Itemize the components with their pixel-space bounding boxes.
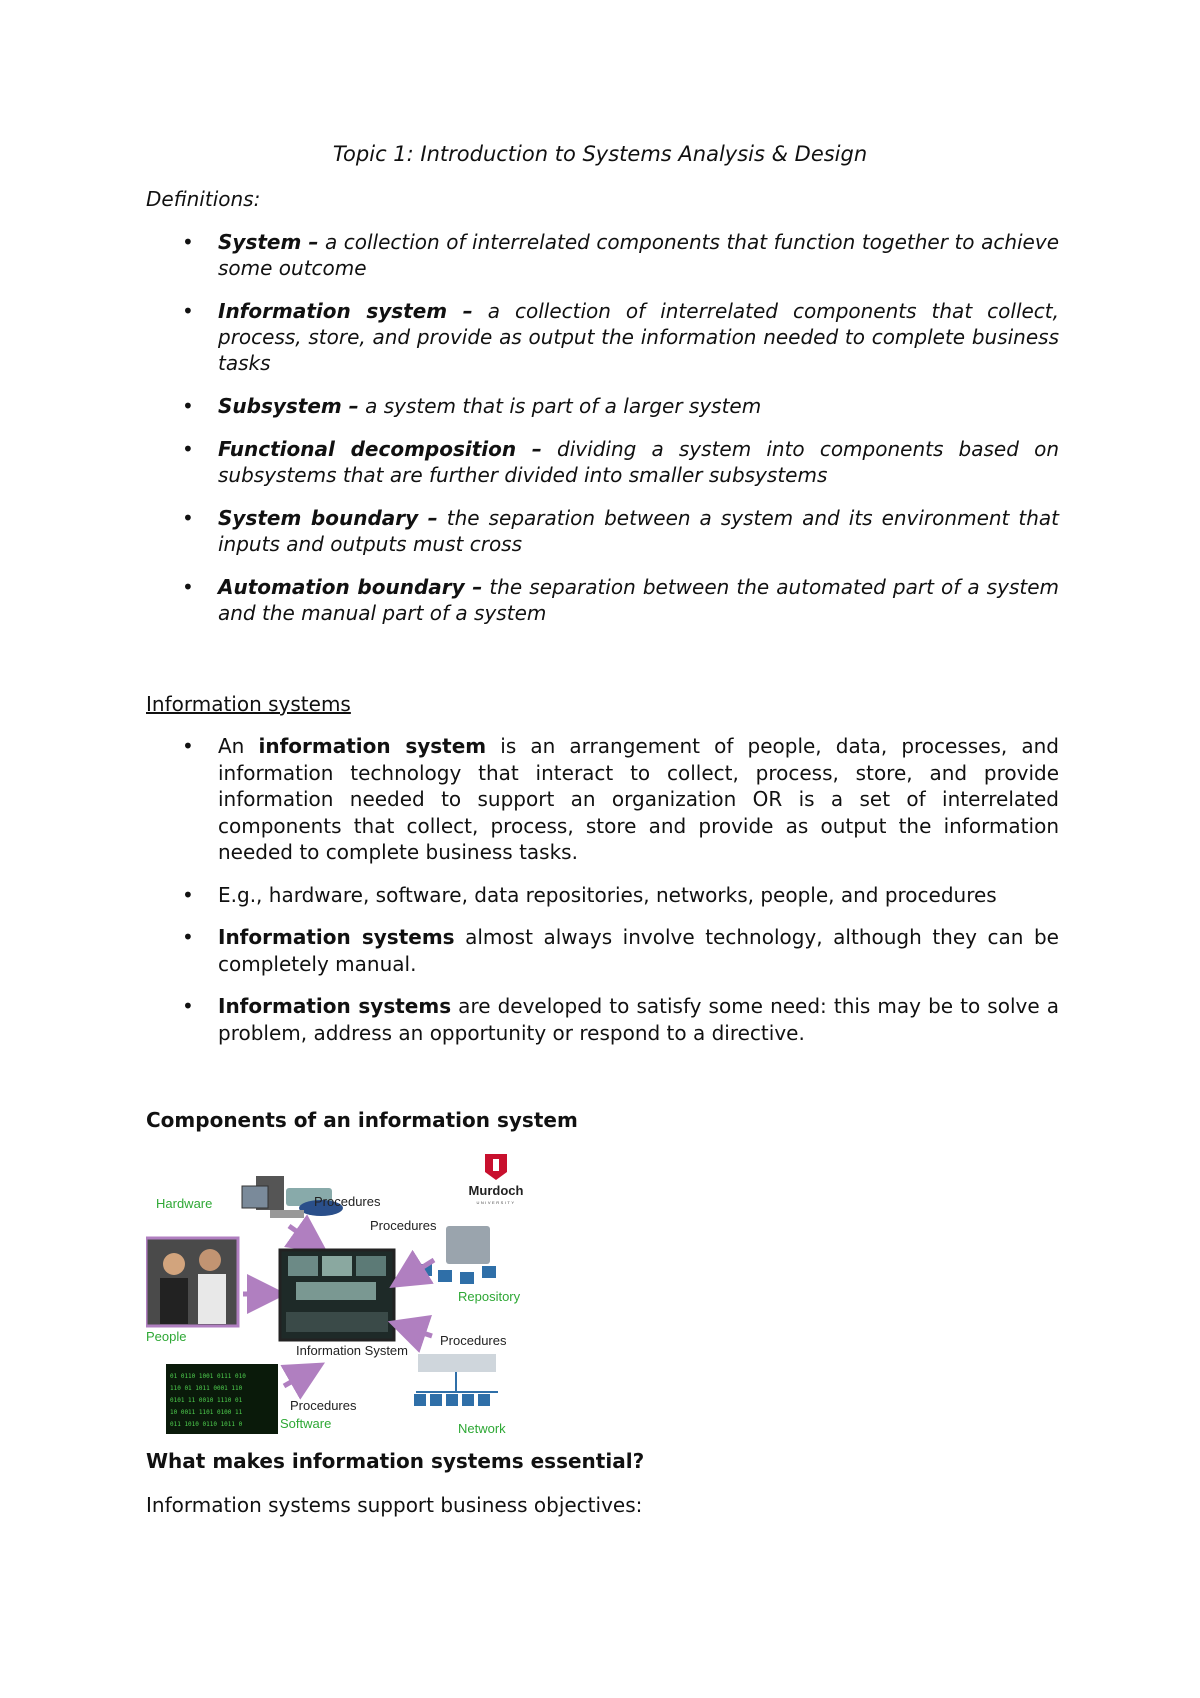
console-icon [286, 1312, 388, 1332]
software-arrow [284, 1370, 312, 1386]
person-icon [199, 1249, 221, 1271]
software-label: Software [280, 1416, 332, 1431]
list-item [146, 882, 1059, 909]
network-node-icon [478, 1394, 490, 1406]
essential-text: Information systems support business objectives: [146, 1493, 643, 1517]
network-node-icon [414, 1394, 426, 1406]
item-text: almost always involve technology, although they can be completely manual. [218, 925, 1059, 976]
screen-icon [296, 1282, 376, 1300]
item-bold: information system [258, 734, 487, 758]
item-bold: Information systems [218, 994, 452, 1018]
definition-term: Automation boundary – [218, 575, 483, 599]
workstation-icon [460, 1272, 474, 1284]
item-bold: Information systems [218, 925, 455, 949]
list-item [146, 505, 1059, 557]
list-item [146, 229, 1059, 281]
list-item [146, 993, 1059, 1046]
code-icon: 011 1010 0110 1011 0 [170, 1421, 243, 1428]
item-text: is an arrangement of people, data, processes, and information technology that interact to collect, process, store, and provide information needed to support an organization OR is a set of interrelated components that collect, process, store and provide as output the information needed to complete business tasks. [218, 734, 1059, 864]
definition-term: System boundary – [218, 506, 438, 530]
person-body-icon [198, 1274, 226, 1324]
definition-term: Information system – [218, 299, 473, 323]
person-icon [163, 1253, 185, 1275]
list-item [146, 924, 1059, 977]
definition-term: System – [218, 230, 319, 254]
item-text: are developed to satisfy some need: this may be to solve a problem, address an opportunity or respond to a directive. [218, 994, 1059, 1045]
definitions-list [146, 229, 1059, 643]
essential-heading: What makes information systems essential? [146, 1449, 645, 1473]
code-icon: 0101 11 0010 1110 01 [170, 1397, 243, 1404]
definition-text: a system that is part of a larger system [358, 394, 762, 418]
procedures-label-network: Procedures [440, 1333, 507, 1348]
repository-label: Repository [458, 1289, 521, 1304]
definition-text: the separation between a system and its environment that inputs and outputs must cross [218, 506, 1060, 556]
procedures-label-repository: Procedures [370, 1218, 437, 1233]
network-node-icon [446, 1394, 458, 1406]
list-item [146, 733, 1059, 866]
network-devices-icon [418, 1354, 496, 1372]
code-icon: 01 0110 1001 0111 010 [170, 1373, 246, 1380]
components-diagram [146, 1146, 576, 1436]
definition-text: the separation between the automated part of a system and the manual part of a system [218, 575, 1059, 625]
list-item [146, 436, 1059, 488]
item-text: E.g., hardware, software, data repositories, networks, people, and procedures [218, 882, 997, 907]
information-system-label: Information System [296, 1343, 408, 1358]
hardware-arrow [289, 1226, 316, 1245]
network-node-icon [430, 1394, 442, 1406]
keyboard-icon [270, 1210, 304, 1218]
definition-text: a collection of interrelated components that collect, process, store, and provide as output the information needed to complete business tasks [218, 299, 1059, 375]
person-body-icon [160, 1278, 188, 1324]
item-text: An [218, 734, 259, 758]
definition-term: Functional decomposition – [218, 437, 542, 461]
definition-text: a collection of interrelated components that function together to achieve some outcome [218, 230, 1060, 280]
murdoch-logo [469, 1154, 524, 1205]
screen-icon [322, 1256, 352, 1276]
people-label: People [146, 1329, 187, 1344]
information-systems-list [146, 733, 1059, 1062]
workstation-icon [438, 1270, 452, 1282]
page-title: Topic 1: Introduction to Systems Analysis & Design [332, 142, 868, 166]
network-arrow [402, 1326, 432, 1336]
components-heading: Components of an information system [146, 1108, 578, 1132]
list-item [146, 574, 1059, 626]
definitions-heading: Definitions: [146, 187, 261, 211]
list-item [146, 298, 1059, 376]
procedures-label-software: Procedures [290, 1398, 357, 1413]
logo-name: Murdoch [468, 1183, 524, 1198]
components-diagram-svg [146, 1146, 576, 1436]
code-icon: 110 01 1011 0001 110 [170, 1385, 243, 1392]
network-label: Network [458, 1421, 506, 1436]
information-systems-heading: Information systems [146, 692, 351, 716]
list-item [146, 393, 1059, 419]
hardware-label: Hardware [156, 1196, 213, 1211]
monitor-icon [242, 1186, 268, 1208]
network-node-icon [462, 1394, 474, 1406]
code-icon: 10 0011 1101 0100 11 [170, 1409, 243, 1416]
logo-mark-icon [493, 1159, 499, 1171]
definition-text: dividing a system into components based on subsystems that are further divided into smaller subsystems [218, 437, 1059, 487]
server-icon [446, 1226, 490, 1264]
procedures-label-top: Procedures [314, 1194, 381, 1209]
definition-term: Subsystem – [218, 394, 359, 418]
workstation-icon [482, 1266, 496, 1278]
screen-icon [288, 1256, 318, 1276]
screen-icon [356, 1256, 386, 1276]
logo-sub: UNIVERSITY [476, 1200, 516, 1205]
